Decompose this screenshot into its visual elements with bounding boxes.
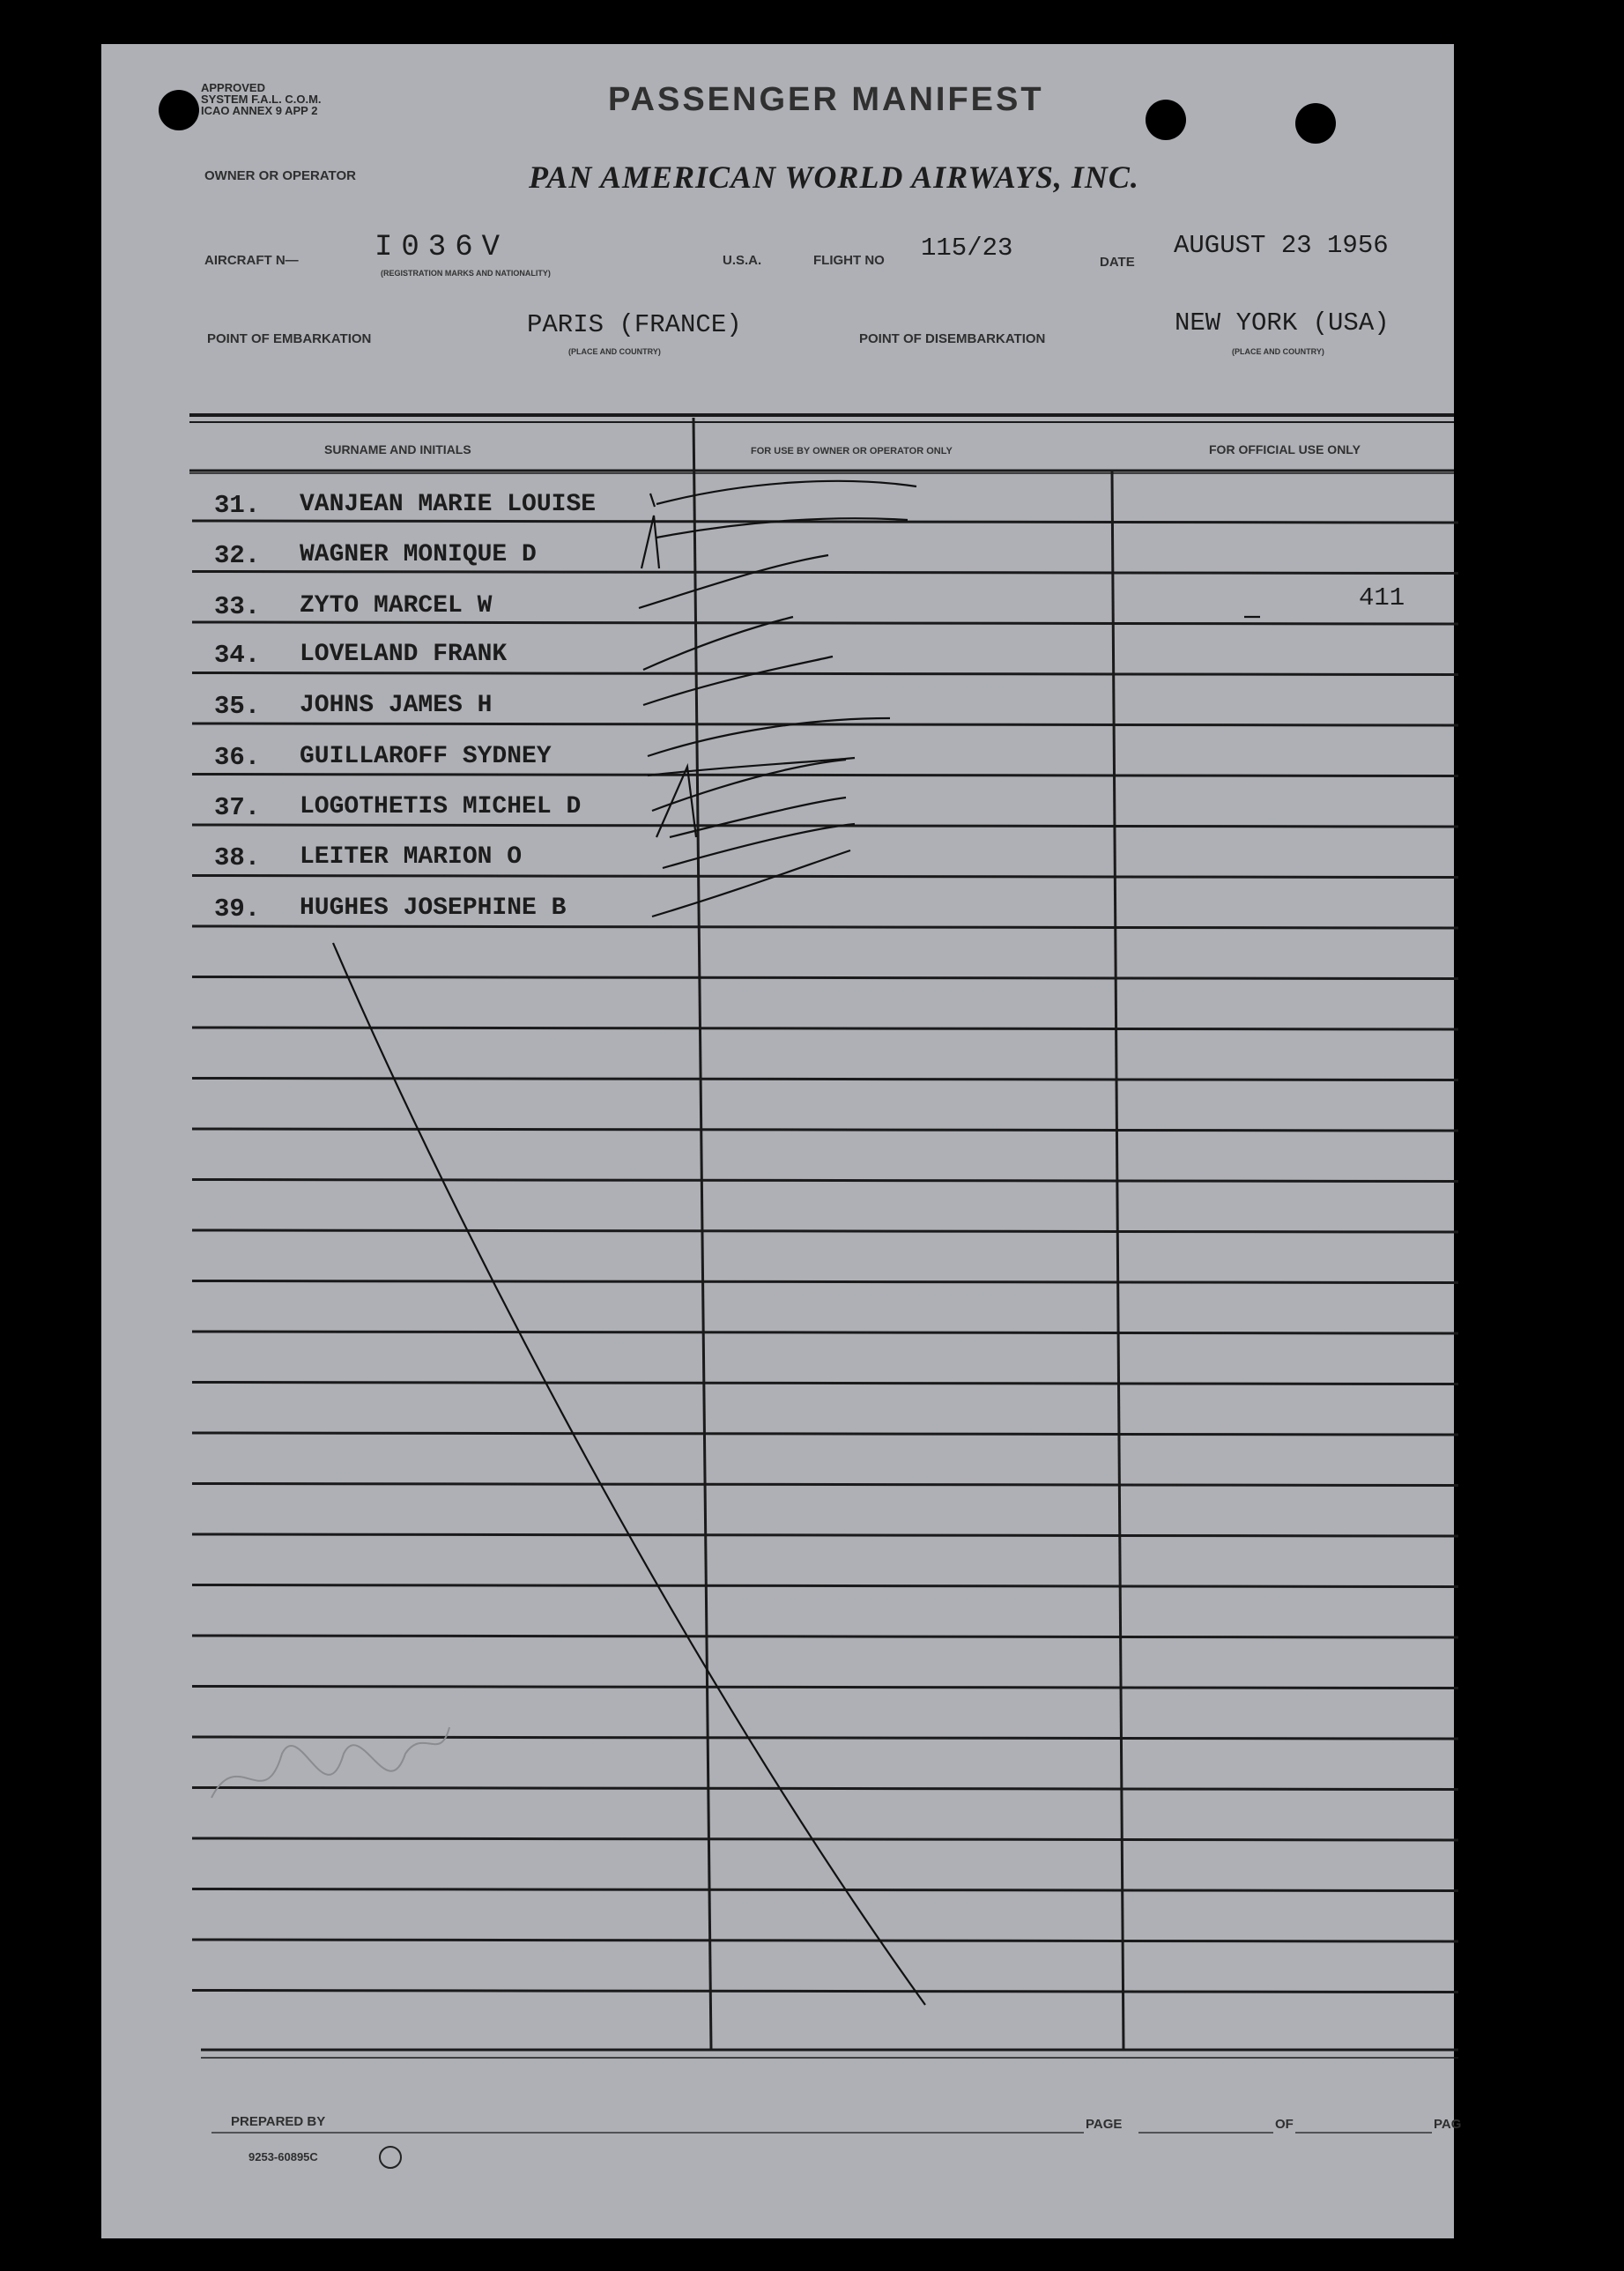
passenger-name: LOVELAND FRANK [300, 641, 508, 668]
ruled-line [192, 775, 1458, 776]
passenger-name: LEITER MARION O [300, 843, 523, 871]
ruled-line [192, 1332, 1458, 1333]
disembark-note: (PLACE AND COUNTRY) [1232, 347, 1324, 356]
date-label: DATE [1100, 255, 1135, 270]
approved-line-1: APPROVED [201, 81, 265, 94]
passenger-name: LOGOTHETIS MICHEL D [300, 793, 582, 820]
union-bug-icon [379, 2146, 402, 2169]
col-head-operator-use: FOR USE BY OWNER OR OPERATOR ONLY [751, 446, 953, 456]
ruled-line [192, 1230, 1458, 1232]
col-head-surname: SURNAME AND INITIALS [324, 442, 471, 456]
passenger-name: GUILLAROFF SYDNEY [300, 743, 552, 770]
embark-label: POINT OF EMBARKATION [207, 331, 372, 346]
ruled-line [192, 1991, 1458, 1993]
page-label: PAGE [1086, 2117, 1123, 2132]
passenger-name: WAGNER MONIQUE D [300, 541, 537, 568]
embark-value: PARIS (FRANCE) [527, 310, 742, 339]
date-value: AUGUST 23 1956 [1174, 231, 1389, 260]
diagonal-strike-line [333, 943, 925, 2005]
flight-label: FLIGHT NO [813, 253, 885, 268]
official-use-value: 411 [1359, 583, 1405, 612]
ruled-line [192, 1889, 1458, 1891]
ruled-line [192, 1484, 1458, 1486]
ruled-line [192, 673, 1458, 675]
ruled-line [192, 1433, 1458, 1435]
approved-line-2: SYSTEM F.A.L. C.O.M. [201, 93, 322, 106]
ruled-line [192, 1687, 1458, 1688]
col-head-official-use: FOR OFFICIAL USE ONLY [1209, 442, 1361, 456]
owner-label: OWNER OR OPERATOR [204, 168, 356, 183]
ruled-line [192, 1534, 1458, 1536]
ruled-line [192, 1383, 1458, 1384]
ruled-line [192, 926, 1458, 928]
ruled-line [192, 1636, 1458, 1637]
ruled-line [192, 521, 1458, 523]
page-suffix-label: PAG [1434, 2117, 1462, 2132]
approved-line-3: ICAO ANNEX 9 APP 2 [201, 104, 318, 117]
ruled-line [192, 1129, 1458, 1131]
ruled-line [192, 1788, 1458, 1790]
ruled-line [192, 1737, 1458, 1739]
row-number: 34. [214, 641, 261, 670]
row-number: 33. [214, 592, 261, 621]
form-code: 9253-60895C [248, 2150, 318, 2163]
ruled-line [192, 977, 1458, 979]
row-number: 32. [214, 541, 261, 570]
disembark-value: NEW YORK (USA) [1175, 308, 1390, 338]
ruled-line [192, 1079, 1458, 1080]
row-number: 35. [214, 692, 261, 721]
embark-note: (PLACE AND COUNTRY) [568, 347, 661, 356]
prepared-by-label: PREPARED BY [231, 2114, 326, 2129]
operator-name: PAN AMERICAN WORLD AIRWAYS, INC. [529, 160, 1139, 195]
ruled-line [192, 825, 1458, 827]
row-number: 31. [214, 491, 261, 520]
row-number: 37. [214, 793, 261, 822]
ruled-line [192, 572, 1458, 574]
ruled-line [192, 1028, 1458, 1029]
row-number: 36. [214, 743, 261, 772]
ruled-line [192, 1940, 1458, 1941]
row-number: 38. [214, 843, 261, 872]
ruled-line [192, 1838, 1458, 1840]
row-number: 39. [214, 894, 261, 924]
aircraft-label: AIRCRAFT N— [204, 253, 299, 268]
registration-note: (REGISTRATION MARKS AND NATIONALITY) [381, 269, 551, 278]
ruled-line [192, 622, 1458, 624]
flight-value: 115/23 [921, 234, 1013, 263]
passenger-name: VANJEAN MARIE LOUISE [300, 491, 597, 518]
ruled-line [192, 1281, 1458, 1283]
passenger-name: HUGHES JOSEPHINE B [300, 894, 567, 922]
ruled-line [192, 1585, 1458, 1587]
passenger-name: ZYTO MARCEL W [300, 592, 493, 620]
usa-label: U.S.A. [723, 253, 762, 268]
ruled-line [192, 1180, 1458, 1182]
of-label: OF [1275, 2117, 1294, 2132]
aircraft-value: I036V [374, 231, 509, 264]
passenger-name: JOHNS JAMES H [300, 692, 493, 719]
ruled-line [192, 724, 1458, 725]
page-title: PASSENGER MANIFEST [608, 81, 1044, 118]
ruled-line [192, 876, 1458, 878]
pen-checkmarks [639, 481, 1260, 917]
disembark-label: POINT OF DISEMBARKATION [859, 331, 1046, 346]
